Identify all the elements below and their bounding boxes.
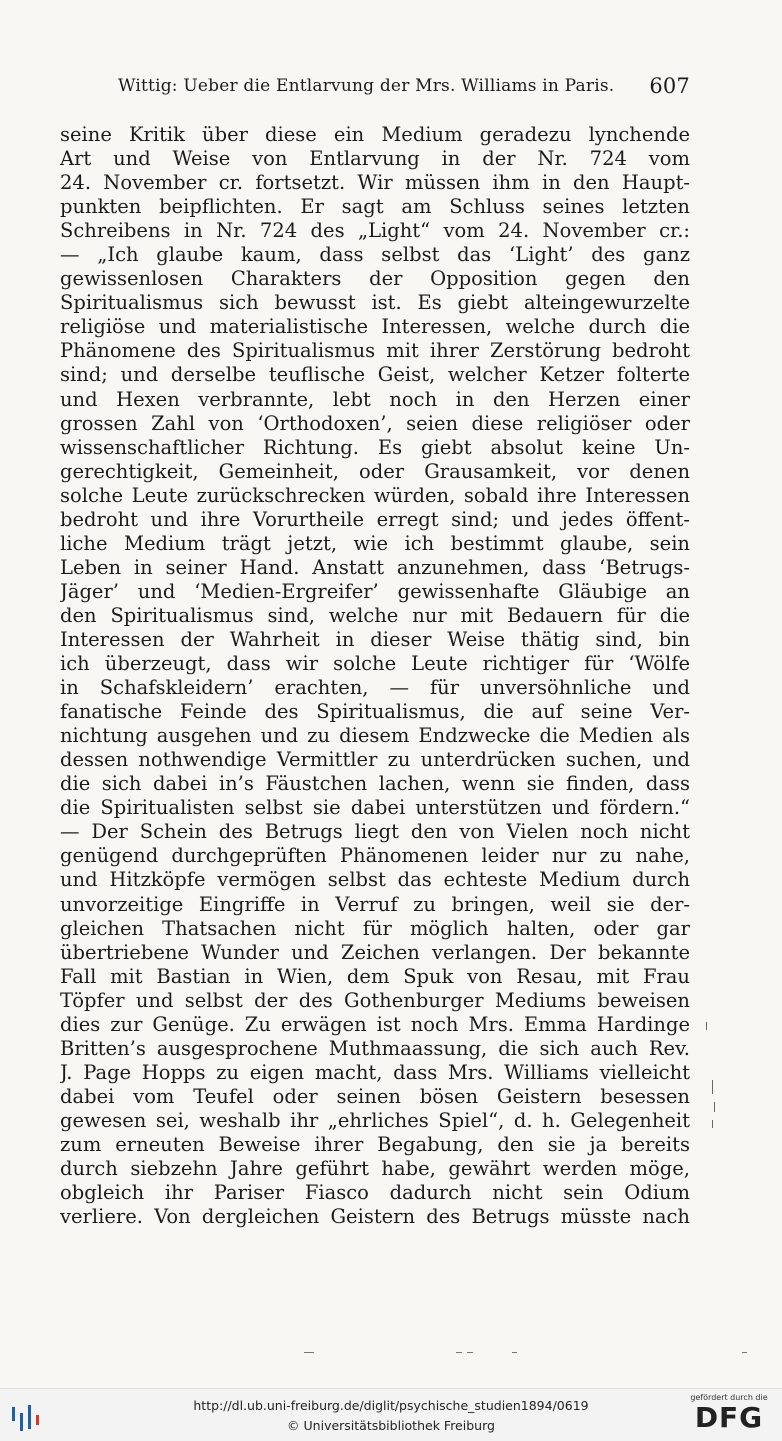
text-line: solche Leute zurückschrecken würden, sobald ihre Interessen [60, 483, 690, 507]
text-line: punkten beipflichten. Er sagt am Schluss seines letzten [60, 195, 690, 219]
text-line: Britten’s ausgesprochene Muthmaassung, die sich auch Rev. [60, 1036, 690, 1060]
viewer-footer [0, 1388, 782, 1441]
running-header [118, 76, 690, 100]
text-line: nichtung ausgehen und zu diesem Endzwecke die Medien als [60, 724, 690, 748]
text-line: religiöse und materialistische Interessen, welche durch die [60, 315, 690, 339]
text-line: sind; und derselbe teuflische Geist, welcher Ketzer folterte [60, 363, 690, 387]
text-line: liche Medium trägt jetzt, wie ich bestimmt glaube, sein [60, 531, 690, 555]
text-line: obgleich ihr Pariser Fiasco dadurch nicht sein Odium [60, 1181, 690, 1205]
text-line: J. Page Hopps zu eigen macht, dass Mrs. Williams vielleicht [60, 1060, 690, 1084]
text-line: fanatische Feinde des Spiritualismus, die auf seine Ver- [60, 700, 690, 724]
text-line: Spiritualismus sich bewusst ist. Es giebt alteingewurzelte [60, 291, 690, 315]
text-line: dabei vom Teufel oder seinen bösen Geistern besessen [60, 1084, 690, 1108]
dfg-logo [688, 1393, 770, 1439]
dfg-funding-caption: gefördert durch die [690, 1393, 768, 1402]
text-line: zum erneuten Beweise ihrer Begabung, den sie ja bereits [60, 1132, 690, 1156]
text-line: dies zur Genüge. Zu erwägen ist noch Mrs. Emma Hardinge [60, 1012, 690, 1036]
text-line: die sich dabei in’s Fäustchen lachen, wenn sie finden, dass [60, 772, 690, 796]
text-line: die Spiritualisten selbst sie dabei unterstützen und fördern.“ [60, 796, 690, 820]
text-line: verliere. Von dergleichen Geistern des Betrugs müsste nach [60, 1205, 690, 1229]
text-line: Leben in seiner Hand. Anstatt anzunehmen, dass ‘Betrugs- [60, 555, 690, 579]
text-line: dessen nothwendige Vermittler zu unterdrücken suchen, und [60, 748, 690, 772]
text-line: Phänomene des Spiritualismus mit ihrer Zerstörung bedroht [60, 339, 690, 363]
text-line: gewissenlosen Charakters der Opposition gegen den [60, 267, 690, 291]
text-line: Fall mit Bastian in Wien, dem Spuk von Resau, mit Frau [60, 964, 690, 988]
text-line: und Hitzköpfe vermögen selbst das echteste Medium durch [60, 868, 690, 892]
text-line: ich überzeugt, dass wir solche Leute richtiger für ‘Wölfe [60, 652, 690, 676]
text-line: Interessen der Wahrheit in dieser Weise thätig sind, bin [60, 627, 690, 651]
text-line: bedroht und ihre Vorurtheile erregt sind; und jedes öffent- [60, 507, 690, 531]
text-line: wissenschaftlicher Richtung. Es giebt absolut keine Un- [60, 435, 690, 459]
text-line: in Schafskleidern’ erachten, — für unversöhnliche und [60, 676, 690, 700]
text-line: seine Kritik über diese ein Medium geradezu lynchende [60, 123, 690, 146]
text-line: und Hexen verbrannte, lebt noch in den Herzen einer [60, 387, 690, 411]
text-line: durch siebzehn Jahre geführt habe, gewährt werden möge, [60, 1157, 690, 1181]
text-line: Töpfer und selbst der des Gothenburger Mediums beweisen [60, 988, 690, 1012]
text-line: — Der Schein des Betrugs liegt den von Vielen noch nicht [60, 820, 690, 844]
text-line: — „Ich glaube kaum, dass selbst das ‘Light’ des ganz [60, 243, 690, 267]
text-line: grossen Zahl von ‘Orthodoxen’, seien diese religiöser oder [60, 411, 690, 435]
dfg-wordmark: DFG [694, 1401, 764, 1434]
text-line: übertriebene Wunder und Zeichen verlangen. Der bekannte [60, 940, 690, 964]
text-line: genügend durchgeprüften Phänomenen leider nur zu nahe, [60, 844, 690, 868]
text-line: gerechtigkeit, Gemeinheit, oder Grausamkeit, vor denen [60, 459, 690, 483]
running-title: Wittig: Ueber die Entlarvung der Mrs. Williams in Paris. [118, 76, 615, 96]
document-url-link[interactable]: http://dl.ub.uni-freiburg.de/diglit/psychische_studien1894/0619 [193, 1398, 589, 1413]
text-line: Art und Weise von Entlarvung in der Nr. 724 vom [60, 147, 690, 171]
text-line: Schreibens in Nr. 724 des „Light“ vom 24. November cr.: [60, 219, 690, 243]
bottom-print-marks [0, 1352, 782, 1360]
text-line: unvorzeitige Eingriffe in Verruf zu bringen, weil sie der- [60, 892, 690, 916]
text-line: 24. November cr. fortsetzt. Wir müssen ihm in den Haupt- [60, 171, 690, 195]
copyright-text: © Universitätsbibliothek Freiburg [287, 1418, 495, 1433]
text-line: den Spiritualismus sind, welche nur mit Bedauern für die [60, 603, 690, 627]
text-line: gleichen Thatsachen nicht für möglich halten, oder gar [60, 916, 690, 940]
page-number: 607 [649, 74, 690, 98]
text-line: gewesen sei, weshalb ihr „ehrliches Spiel“, d. h. Gelegenheit [60, 1108, 690, 1132]
body-text [60, 123, 690, 1229]
text-line: Jäger’ und ‘Medien-Ergreifer’ gewissenhafte Gläubige an [60, 579, 690, 603]
